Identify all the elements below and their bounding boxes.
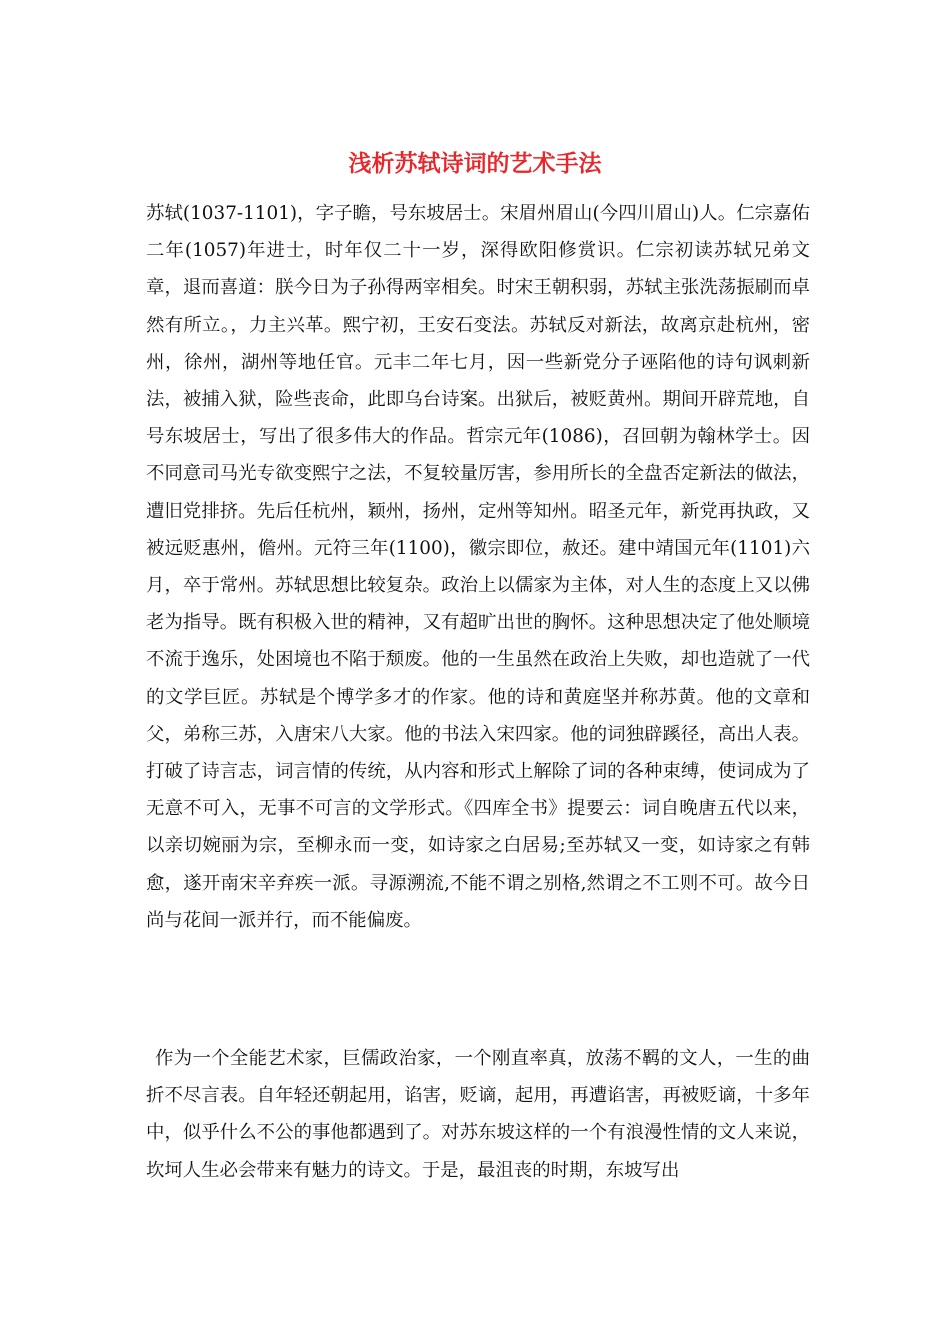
paragraph-introduction: 作为一个全能艺术家，巨儒政治家，一个刚直率真，放荡不羁的文人，一生的曲折不尽言表。自年轻还朝起用，谄害，贬谪，起用，再遭谄害，再被贬谪，十多年中，似乎什么不公的事他都遇到了。对苏东坡这样的一个有浪漫性情的文人来说，坎坷人生必会带来有魅力的诗文。于是，最沮丧的时期，东坡写出 [146,1048,810,1181]
paragraph-biography: 苏轼(1037-1101)，字子瞻，号东坡居士。宋眉州眉山(今四川眉山)人。仁宗嘉佑二年(1057)年进士，时年仅二十一岁，深得欧阳修赏识。仁宗初读苏轼兄弟文章，退而喜道：朕今日为子孙得两宰相矣。时宋王朝积弱，苏轼主张洗荡振刷而卓然有所立。，力主兴革。熙宁初，王安石变法。苏轼反对新法，故离京赴杭州，密州，徐州，湖州等地任官。元丰二年七月，因一些新党分子诬陷他的诗句讽刺新法，被捕入狱，险些丧命，此即乌台诗案。出狱后，被贬黄州。期间开辟荒地，自号东坡居士，写出了很多伟大的作品。哲宗元年(1086)，召回朝为翰林学士。因不同意司马光专欲变熙宁之法，不复较量厉害，参用所长的全盘否定新法的做法，遭旧党排挤。先后任杭州，颖州，扬州，定州等知州。昭圣元年，新党再执政，又被远贬惠州，儋州。元符三年(1100)，徽宗即位，赦还。建中靖国元年(1101)六月，卒于常州。苏轼思想比较复杂。政治上以儒家为主体，对人生的态度上又以佛老为指导。既有积极入世的精神，又有超旷出世的胸怀。这种思想决定了他处顺境不流于逸乐，处困境也不陷于颓废。他的一生虽然在政治上失败，却也造就了一代的文学巨匠。苏轼是个博学多才的作家。他的诗和黄庭坚并称苏黄。他的文章和父，弟称三苏，入唐宋八大家。他的书法入宋四家。他的词独辟蹊径，高出人表。打破了诗言志，词言情的传统，从内容和形式上解除了词的各种束缚，使词成为了无意不可入，无事不可言的文学形式。《四库全书》提要云：词自晚唐五代以来，以亲切婉丽为宗，至柳永而一变，如诗家之白居易;至苏轼又一变，如诗家之有韩愈，遂开南宋辛弃疾一派。寻源溯流,不能不谓之别格,然谓之不工则不可。故今日尚与花间一派并行，而不能偏废。 [146,203,810,931]
document-title: 浅析苏轼诗词的艺术手法 [348,150,602,177]
